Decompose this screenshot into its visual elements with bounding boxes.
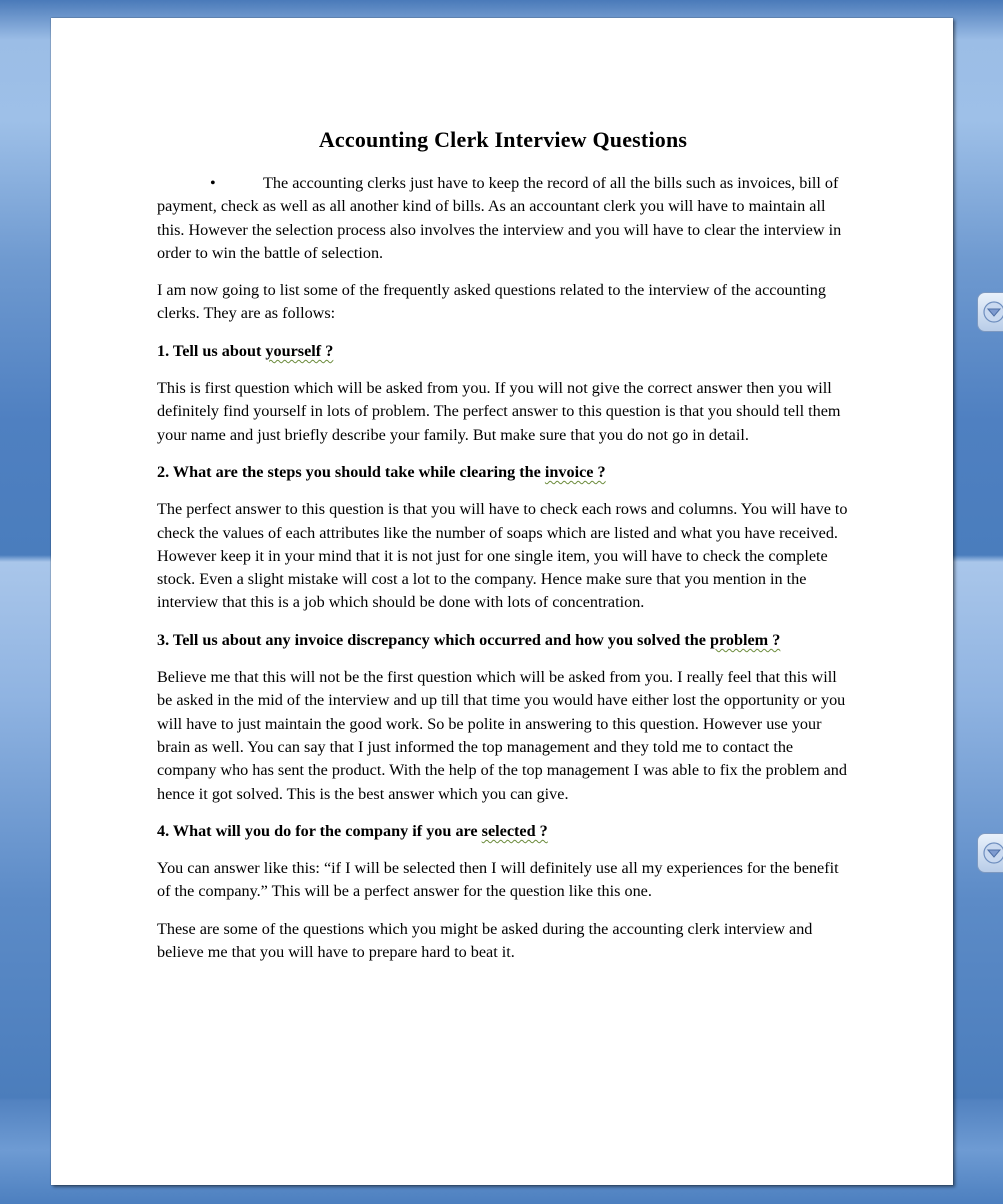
- question-heading: 1. Tell us about yourself ?: [157, 341, 334, 360]
- question-heading: 2. What are the steps you should take while clearing the invoice ?: [157, 462, 606, 481]
- lead-in-paragraph: I am now going to list some of the frequently asked questions related to the interview of the accounting clerks. They are as follows:: [157, 281, 826, 323]
- intro-paragraph: • The accounting clerks just have to keep the record of all the bills such as invoices, bill of payment, check as well as all another kind of bills. As an accountant clerk you will have to maintain all this. However the selection process also involves the interview and you will have to clear the interview in order to win the battle of selection.: [157, 174, 842, 262]
- document-page[interactable]: [51, 18, 953, 1185]
- answer-paragraph: You can answer like this: “if I will be selected then I will definitely use all my experiences for the benefit of the company.” This will be a perfect answer for the question like this one.: [157, 859, 839, 901]
- spelling-flag[interactable]: problem ?: [710, 630, 781, 649]
- answer-paragraph: Believe me that this will not be the first question which will be asked from you. I really feel that this will be asked in the mid of the interview and up till that time you would have either lost the opportunity or you will have to just maintain the good work. So be polite in answering to this question. However use your brain as well. You can say that I just informed the top management and they told me to contact the company who has sent the product. With the help of the top management I was able to fix the problem and hence it got solved. This is the best answer which you can give.: [157, 668, 847, 803]
- browse-down-icon: [983, 842, 1003, 864]
- answer-paragraph: This is first question which will be asked from you. If you will not give the correct answer then you will definitely find yourself in lots of problem. The perfect answer to this question is that you should tell them your name and just briefly describe your family. But make sure that you do not go in detail.: [157, 379, 841, 444]
- browse-down-icon: [983, 301, 1003, 323]
- spelling-flag[interactable]: selected ?: [481, 821, 548, 840]
- question-heading: 4. What will you do for the company if you are selected ?: [157, 821, 548, 840]
- spelling-flag[interactable]: invoice ?: [544, 462, 606, 481]
- spelling-flag[interactable]: yourself ?: [265, 341, 334, 360]
- question-heading: 3. Tell us about any invoice discrepancy which occurred and how you solved the problem ?: [157, 630, 781, 649]
- answer-paragraph: The perfect answer to this question is that you will have to check each rows and columns. You will have to check the values of each attributes like the number of soaps which are listed and what you have received. However keep it in your mind that it is not just for one single item, you will have to check the complete stock. Even a slight mistake will cost a lot to the company. Hence make sure that you mention in the interview that this is a job which should be done with lots of concentration.: [157, 500, 848, 612]
- browse-object-button[interactable]: [977, 833, 1003, 873]
- bullet-icon: •: [210, 174, 216, 192]
- conclusion-paragraph: These are some of the questions which you might be asked during the accounting clerk interview and believe me that you will have to prepare hard to beat it.: [157, 919, 813, 962]
- document-title: Accounting Clerk Interview Questions: [318, 127, 688, 152]
- document-body[interactable]: [157, 126, 849, 978]
- browse-next-button[interactable]: [977, 292, 1003, 332]
